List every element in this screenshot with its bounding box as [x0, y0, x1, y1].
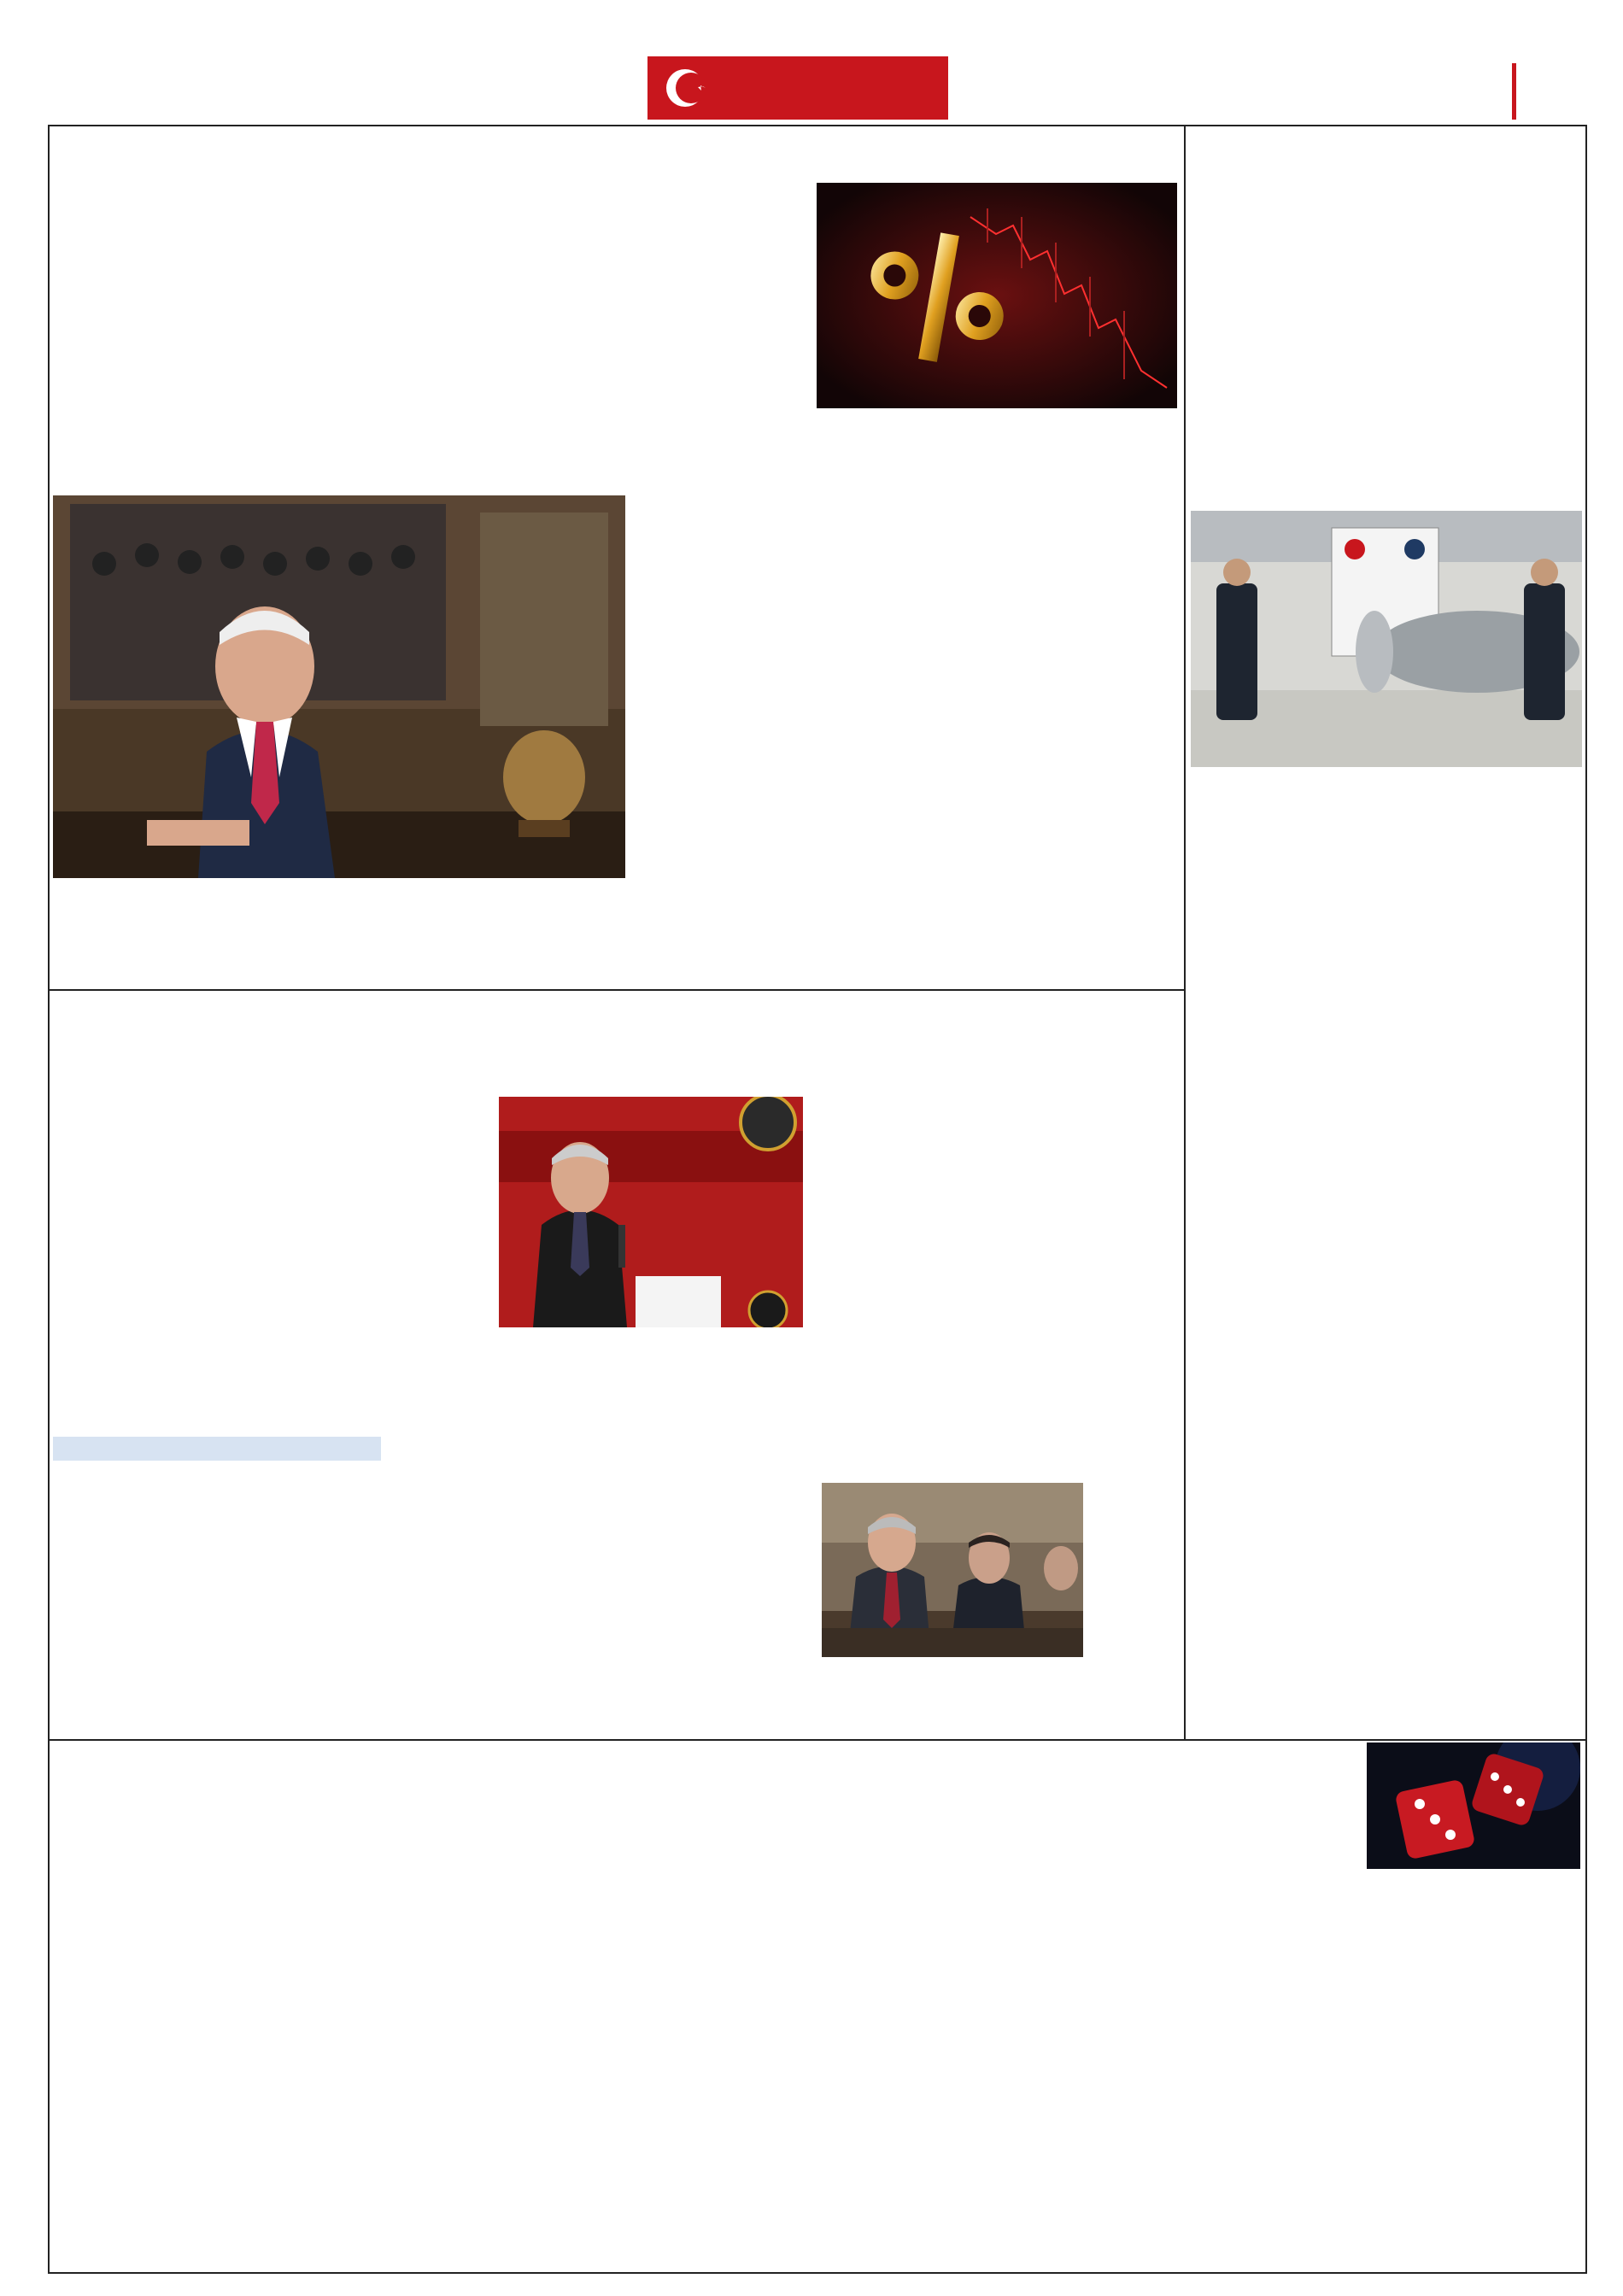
interest-rate-graphic: [817, 183, 1177, 408]
section-divider-2: [48, 1739, 1587, 1741]
page-frame-left: [48, 125, 50, 2273]
newspaper-logo[interactable]: [647, 56, 948, 120]
mini-chart-2: [1358, 1503, 1563, 1638]
crescent-star-icon: [653, 56, 721, 120]
dice-photo: [1367, 1742, 1580, 1869]
article1-col1: [56, 183, 603, 188]
column-divider-right: [1184, 125, 1186, 1739]
ihracat-chart-title-bar: [53, 1437, 381, 1461]
customs-seizure-photo: [1191, 511, 1582, 767]
ihracat-chart: [53, 1437, 381, 1628]
page-frame-top: [48, 125, 1587, 126]
page-frame-right: [1585, 125, 1587, 2273]
page-number-divider: [1512, 63, 1516, 120]
mini-chart-1: [1358, 1363, 1563, 1500]
simsek-photo: [499, 1097, 803, 1327]
bolat-meeting-photo: [822, 1483, 1083, 1657]
palandoken-photo: [53, 495, 625, 878]
section-divider-1: [48, 989, 1186, 991]
page-frame-bottom: [48, 2272, 1587, 2274]
